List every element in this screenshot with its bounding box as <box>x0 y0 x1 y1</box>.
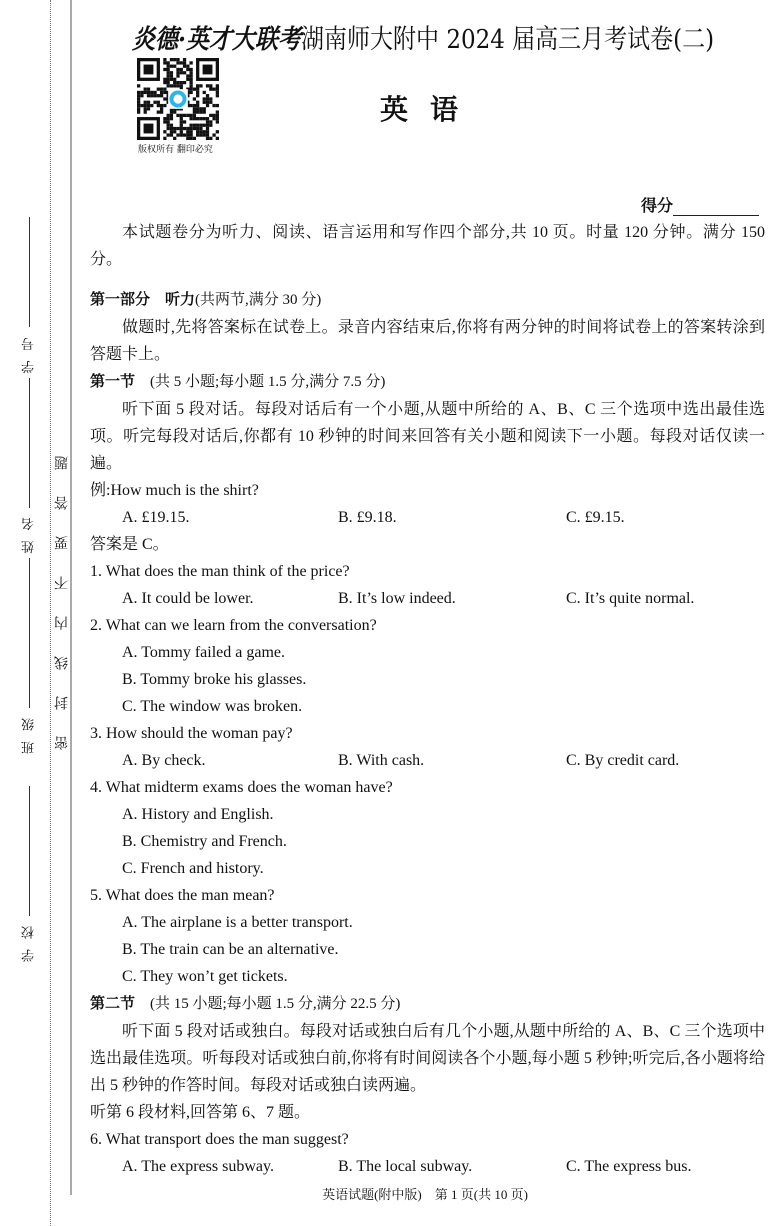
option-c[interactable]: C. They won’t get tickets. <box>122 968 288 985</box>
option-b[interactable]: B. With cash. <box>338 752 425 769</box>
question: 6. What transport does the man suggest? <box>90 1131 349 1148</box>
option-c[interactable]: C. By credit card. <box>566 752 680 769</box>
option-b[interactable]: B. It’s low indeed. <box>338 590 456 607</box>
field-label-name: 姓名 <box>22 507 37 554</box>
question: 5. What does the man mean? <box>90 887 275 904</box>
part1-note: (共两节,满分 30 分) <box>195 292 322 308</box>
field-label-school: 学校 <box>22 916 37 962</box>
score-field <box>641 196 759 216</box>
exam-title <box>132 18 714 56</box>
field-label-class: 班级 <box>22 707 37 754</box>
section1-note: (共 5 小题;每小题 1.5 分,满分 7.5 分) <box>135 374 386 390</box>
score-label: 得分 <box>641 196 674 215</box>
question: 2. What can we learn from the conversation? <box>90 617 377 634</box>
section2-instruction: 听下面 5 段对话或独白。每段对话或独白后有几个小题,从题中所给的 A、B、C 三个选项中选出最佳选项。听每段对话或独白前,你将有时间阅读各个小题,每小题 5 秒钟;听完后,各小题将给出 5 秒钟的作答时间。每段对话或独白读两遍。 <box>90 1023 765 1094</box>
option-a[interactable]: A. The express subway. <box>122 1158 274 1175</box>
option-a[interactable]: A. History and English. <box>122 806 274 823</box>
seal-notice: 密封线内不要答题 <box>54 430 70 750</box>
title-brand: 炎德·英才大联考 <box>132 23 302 55</box>
student-id-blank[interactable] <box>30 217 31 327</box>
school-blank[interactable] <box>30 786 31 916</box>
option-b[interactable]: B. Tommy broke his glasses. <box>122 671 307 688</box>
example-answer: 答案是 C。 <box>90 536 169 553</box>
exam-body <box>90 219 765 1204</box>
options-row <box>90 1153 765 1180</box>
section1-questions <box>90 558 765 990</box>
name-blank[interactable] <box>30 378 31 508</box>
intro-paragraph: 本试题卷分为听力、阅读、语言运用和写作四个部分,共 10 页。时量 120 分钟。满分 150 分。 <box>90 224 765 268</box>
example-question: 例:How much is the shirt? <box>90 482 259 499</box>
material-note: 听第 6 段材料,回答第 6、7 题。 <box>90 1104 311 1121</box>
qr-code <box>136 58 220 140</box>
section2-questions <box>90 1126 765 1180</box>
score-blank[interactable] <box>673 199 759 216</box>
section2-title: 第二节 <box>90 994 136 1012</box>
option-b[interactable]: B. The local subway. <box>338 1158 473 1175</box>
options-row <box>90 585 765 612</box>
field-label-student-id: 学号 <box>22 327 37 374</box>
page-footer: 英语试题(附中版) 第 1 页(共 10 页) <box>322 1187 528 1202</box>
question: 1. What does the man think of the price? <box>90 563 350 580</box>
seal-dotted-line <box>50 0 51 1226</box>
option-c[interactable]: C. French and history. <box>122 860 264 877</box>
class-blank[interactable] <box>30 558 31 708</box>
option-a[interactable]: A. Tommy failed a game. <box>122 644 285 661</box>
example-option-b: B. £9.18. <box>338 509 397 526</box>
section2-heading <box>90 990 765 1018</box>
copyright-caption: 版权所有 翻印必究 <box>138 145 213 155</box>
option-b[interactable]: B. The train can be an alternative. <box>122 941 339 958</box>
section2-note: (共 15 小题;每小题 1.5 分,满分 22.5 分) <box>135 996 401 1012</box>
student-info-fields <box>20 212 39 962</box>
option-c[interactable]: C. The express bus. <box>566 1158 692 1175</box>
example-option-c: C. £9.15. <box>566 509 625 526</box>
question: 4. What midterm exams does the woman have? <box>90 779 393 796</box>
section1-title: 第一节 <box>90 372 136 390</box>
title-text: 湖南师大附中 2024 届高三月考试卷(二) <box>301 24 715 55</box>
section1-instruction: 听下面 5 段对话。每段对话后有一个小题,从题中所给的 A、B、C 三个选项中选出最佳选项。听完每段对话后,你都有 10 秒钟的时间来回答有关小题和阅读下一小题。每段对话仅读一遍。 <box>90 401 765 472</box>
part1-heading <box>90 286 765 314</box>
question: 3. How should the woman pay? <box>90 725 293 742</box>
example-options <box>90 504 765 531</box>
part1-instruction: 做题时,先将答案标在试卷上。录音内容结束后,你将有两分钟的时间将试卷上的答案转涂到答题卡上。 <box>90 319 765 363</box>
section1-heading <box>90 368 765 396</box>
part1-title: 第一部分 听力 <box>90 290 196 308</box>
option-c[interactable]: C. The window was broken. <box>122 698 303 715</box>
subject-title: 英语 <box>380 93 481 126</box>
option-a[interactable]: A. It could be lower. <box>122 590 254 607</box>
example-option-a: A. £19.15. <box>122 509 190 526</box>
option-a[interactable]: A. By check. <box>122 752 206 769</box>
options-row <box>90 747 765 774</box>
option-b[interactable]: B. Chemistry and French. <box>122 833 287 850</box>
option-a[interactable]: A. The airplane is a better transport. <box>122 914 353 931</box>
option-c[interactable]: C. It’s quite normal. <box>566 590 695 607</box>
